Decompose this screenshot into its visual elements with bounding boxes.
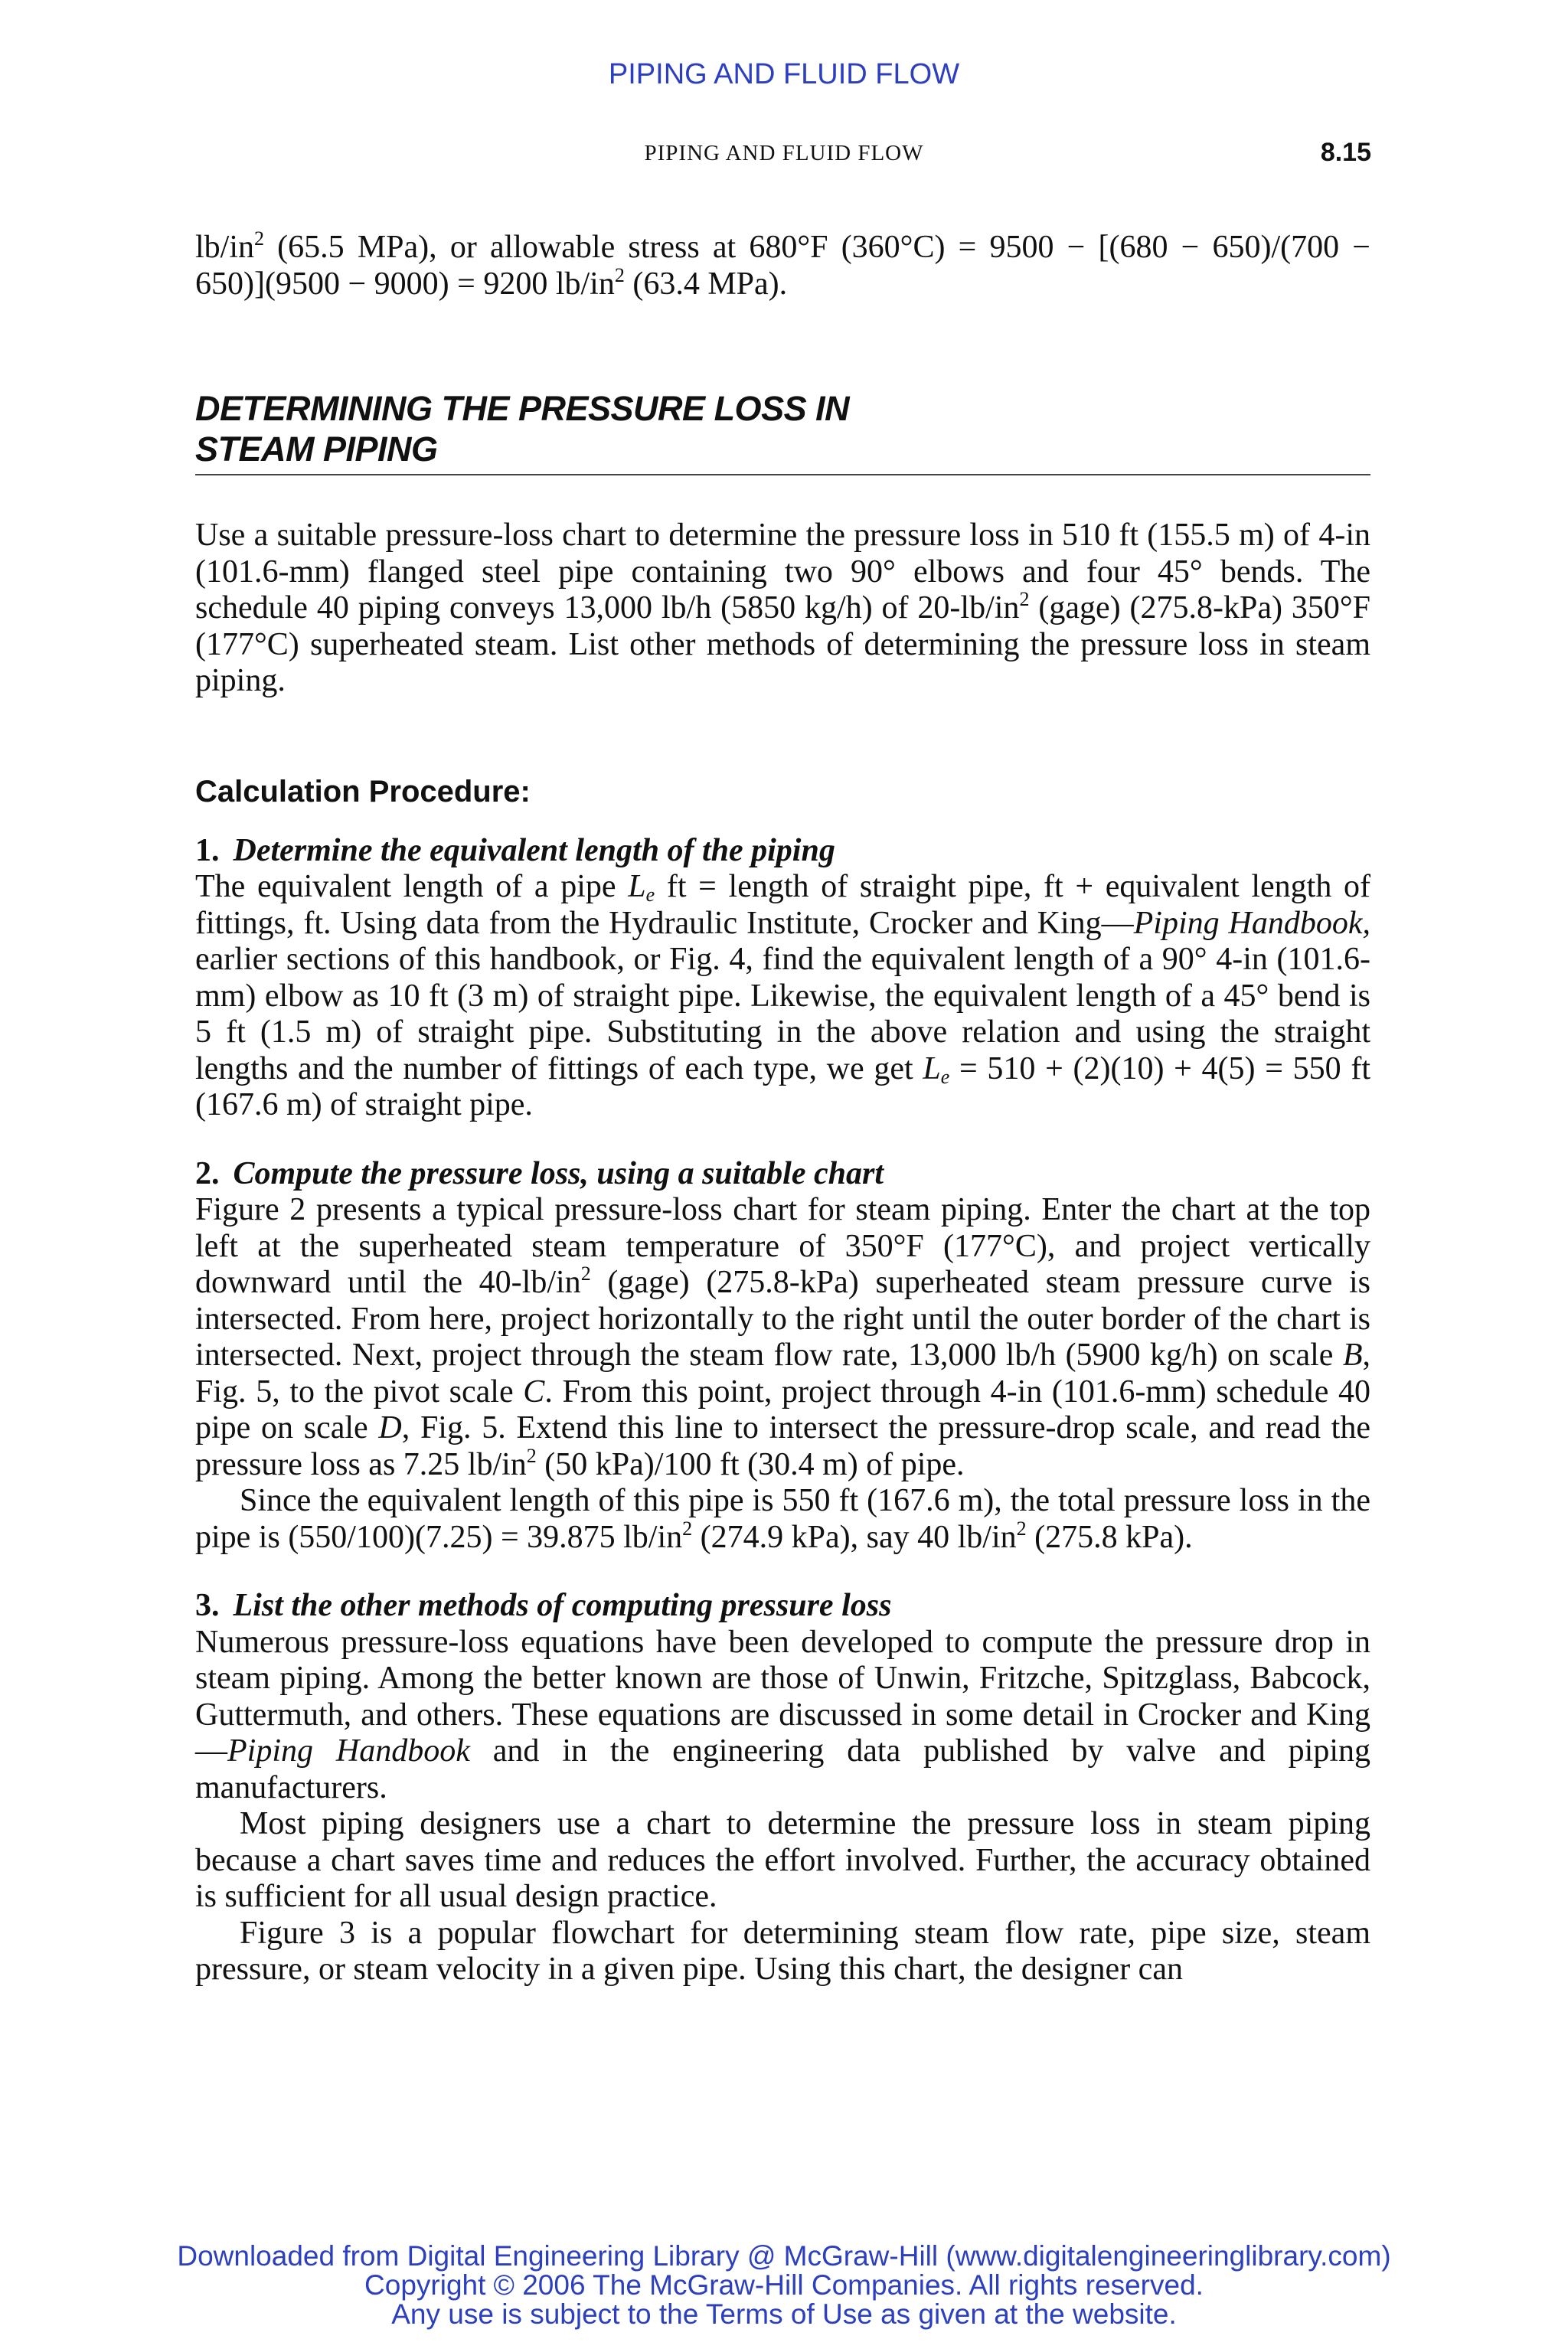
step-3: [195, 1588, 1370, 1988]
step-paragraph: Figure 2 presents a typical pressure-loss chart for steam piping. Enter the chart at the top left at the superheated steam temperature of 350°F (177°C), and project vertically downward until the $40-lb/in^2$ (gage) (275.8-kPa) superheated steam pressure curve is intersected. From here, project horizontally to the right until the outer border of the chart is intersected. Next, project through the steam flow rate, 13,000 lb/h (5900 kg/h) on scale B, Fig. 5, to the pivot scale C. From this point, project through 4-in (101.6-mm) schedule 40 pipe on scale D, Fig. 5. Extend this line to intersect the pressure-drop scale, and read the pressure loss as 7.25 $lb/in^2$ (50 kPa)/100 ft (30.4 m) of pipe.: [195, 1192, 1370, 1482]
step-paragraph: The equivalent length of a pipe $L_e$ ft = length of straight pipe, ft + equivalent length of fittings, ft. Using data from the Hydraulic Institute, Crocker and King—Piping Handbook, earlier sections of this handbook, or Fig. 4, find the equivalent length of a 90° 4-in (101.6-mm) elbow as 10 ft (3 m) of straight pipe. Likewise, the equivalent length of a 45° bend is 5 ft (1.5 m) of straight pipe. Substituting in the above relation and using the straight lengths and the number of fittings of each type, we get $L_e = 510 + (2)(10) + 4(5) = 550$ ft (167.6 m) of straight pipe.: [195, 869, 1370, 1122]
step-paragraph: Figure 3 is a popular flowchart for determining steam flow rate, pipe size, steam pressure, or steam velocity in a given pipe. Using this chart, the designer can: [195, 1915, 1370, 1987]
footer-download-link[interactable]: Downloaded from Digital Engineering Library @ McGraw-Hill (www.digitalengineeringlibrary.com): [177, 2240, 1391, 2272]
page-number: 8.15: [1320, 138, 1371, 167]
footer-terms-link[interactable]: Any use is subject to the Terms of Use as given at the website.: [391, 2298, 1177, 2330]
step-paragraph: Most piping designers use a chart to determine the pressure loss in steam piping because a chart saves time and reduces the effort involved. Further, the accuracy obtained is sufficient for all usual design practice.: [195, 1806, 1370, 1914]
top-chapter-link[interactable]: PIPING AND FLUID FLOW: [608, 58, 960, 90]
step-1: [195, 833, 1370, 1124]
calculation-procedure-heading: Calculation Procedure:: [195, 774, 531, 808]
running-head: PIPING AND FLUID FLOW: [644, 141, 924, 165]
step-2: [195, 1156, 1370, 1557]
step-paragraph: Numerous pressure-loss equations have been developed to compute the pressure drop in steam piping. Among the better known are those of Unwin, Fritzche, Spitzglass, Babcock, Guttermuth, and others. These equations are discussed in some detail in Crocker and King—Piping Handbook and in the engineering data published by valve and piping manufacturers.: [195, 1624, 1371, 1805]
step-heading: 2. Compute the pressure loss, using a suitable chart: [195, 1155, 884, 1191]
footer-copyright: Copyright © 2006 The McGraw-Hill Companies. All rights reserved.: [364, 2269, 1204, 2301]
step-heading: 3. List the other methods of computing pressure loss: [195, 1588, 892, 1623]
footer: [0, 2242, 1568, 2329]
intro-paragraph: $lb/in^2$ (65.5 MPa), or allowable stress at 680°F (360°C) = 9500 − [(680 − 650)/(700 − 650)](9500 − 9000) = 9200 $lb/in^2$ (63.4 MPa).: [195, 227, 1370, 302]
step-paragraph: Since the equivalent length of this pipe is 550 ft (167.6 m), the total pressure loss in the pipe is (550/100)(7.25) = 39.875 $lb/in^2$ (274.9 kPa), say 40 $lb/in^2$ (275.8 kPa).: [195, 1483, 1370, 1555]
section-title: DETERMINING THE PRESSURE LOSS IN STEAM PIPING: [195, 388, 1370, 475]
step-heading: 1. Determine the equivalent length of the piping: [195, 832, 835, 868]
page-content: [195, 227, 1371, 1988]
problem-statement: Use a suitable pressure-loss chart to determine the pressure loss in 510 ft (155.5 m) of 4-in (101.6-mm) flanged steel pipe containing two 90° elbows and four 45° bends. The schedule 40 piping conveys 13,000 lb/h (5850 kg/h) of $20-lb/in^2$ (gage) (275.8-kPa) 350°F (177°C) superheated steam. List other methods of determining the pressure loss in steam piping.: [195, 518, 1370, 698]
